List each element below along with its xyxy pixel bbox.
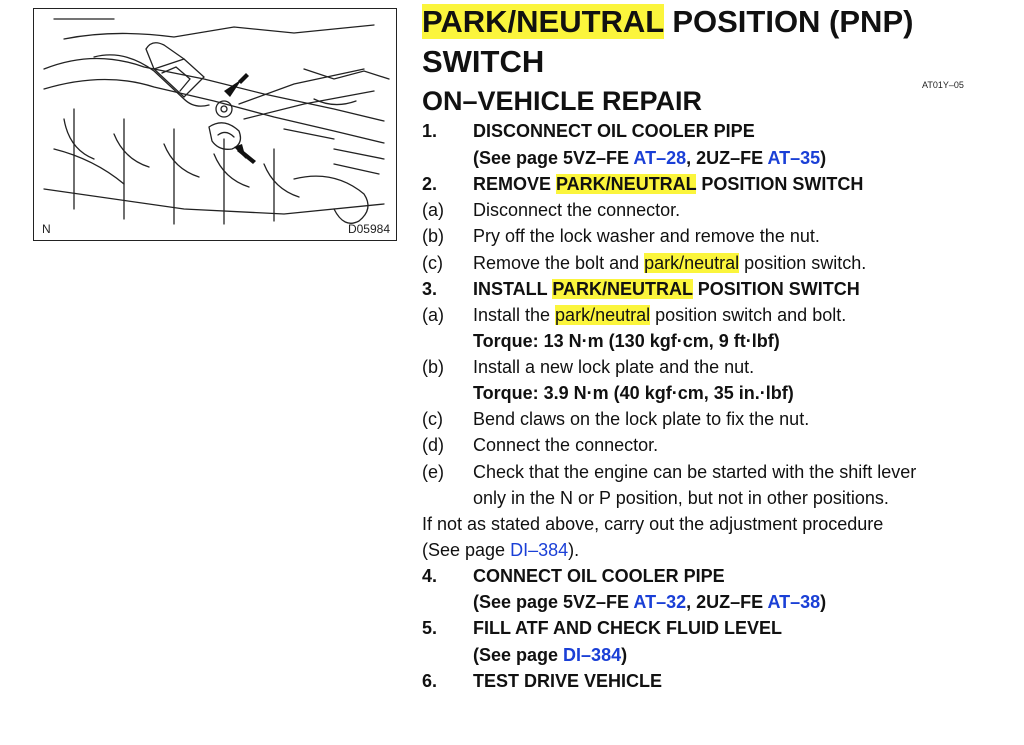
step-number: 4. [422, 566, 438, 586]
note-text: (See page [422, 540, 511, 560]
adjustment-note-reference [422, 537, 579, 563]
ref-link-at32[interactable]: AT–32 [633, 592, 687, 612]
note-text: ). [568, 540, 580, 560]
ref-text: ) [820, 148, 827, 168]
torque-text: Torque: 3.9 N·m (40 kgf·cm, 35 in.·lbf) [473, 383, 794, 403]
substep-text: Disconnect the connector. [473, 200, 681, 220]
step-title-highlight: PARK/NEUTRAL [556, 174, 697, 194]
substep-letter: (b) [422, 357, 444, 377]
substep-text: Install a new lock plate and the nut. [473, 357, 755, 377]
step-title: DISCONNECT OIL COOLER PIPE [473, 121, 755, 141]
switch-illustration [33, 8, 397, 241]
substep-letter: (b) [422, 226, 444, 246]
ref-link-at28[interactable]: AT–28 [633, 148, 687, 168]
step-title: FILL ATF AND CHECK FLUID LEVEL [473, 618, 782, 638]
ref-link-at38[interactable]: AT–38 [767, 592, 821, 612]
substep-highlight: park/neutral [644, 253, 740, 273]
step-number: 3. [422, 279, 438, 299]
ref-text: ) [820, 592, 827, 612]
substep-letter: (a) [422, 200, 444, 220]
page-title [422, 2, 913, 42]
ref-link-di384[interactable]: DI–384 [563, 645, 622, 665]
substep-text: Remove the bolt and [473, 253, 645, 273]
figure-corner-label: N [42, 222, 51, 236]
substep-text: Check that the engine can be started with the shift lever [473, 462, 917, 482]
substep-letter: (c) [422, 409, 443, 429]
ref-text: ) [621, 645, 628, 665]
substep-letter: (c) [422, 253, 443, 273]
step-title: POSITION SWITCH [692, 279, 860, 299]
step-title: CONNECT OIL COOLER PIPE [473, 566, 725, 586]
step-number: 1. [422, 121, 438, 141]
step-title-highlight: PARK/NEUTRAL [552, 279, 693, 299]
ref-text: (See page 5VZ–FE [473, 592, 634, 612]
substep-text: Pry off the lock washer and remove the nut. [473, 226, 820, 246]
ref-link-at35[interactable]: AT–35 [767, 148, 821, 168]
substep-text: position switch and bolt. [650, 305, 847, 325]
substep-letter: (d) [422, 435, 444, 455]
title-highlight: PARK/NEUTRAL [422, 4, 664, 39]
substep-highlight: park/neutral [555, 305, 651, 325]
transmission-drawing [34, 9, 396, 240]
torque-text: Torque: 13 N·m (130 kgf·cm, 9 ft·lbf) [473, 331, 780, 351]
ref-text: (See page [473, 645, 564, 665]
ref-text: (See page 5VZ–FE [473, 148, 634, 168]
substep-letter: (e) [422, 462, 444, 482]
step-number: 2. [422, 174, 438, 194]
substep-text: Bend claws on the lock plate to fix the nut. [473, 409, 810, 429]
step-title: INSTALL [473, 279, 553, 299]
step-title: REMOVE [473, 174, 557, 194]
note-text: If not as stated above, carry out the adjustment procedure [422, 514, 884, 534]
step-number: 6. [422, 671, 438, 691]
figure-code: D05984 [347, 222, 390, 236]
substep-text: Install the [473, 305, 556, 325]
substep-text: position switch. [739, 253, 867, 273]
section-title: ON–VEHICLE REPAIR [422, 86, 703, 116]
adjustment-note [422, 511, 883, 537]
title-rest: POSITION (PNP) [663, 4, 914, 39]
step-number: 5. [422, 618, 438, 638]
substep-letter: (a) [422, 305, 444, 325]
ref-text: , 2UZ–FE [686, 148, 768, 168]
ref-text: , 2UZ–FE [686, 592, 768, 612]
page-title-line2: SWITCH [422, 44, 545, 79]
ref-link-di384[interactable]: DI–384 [510, 540, 569, 560]
substep-text: only in the N or P position, but not in other positions. [473, 488, 889, 508]
substep-text: Connect the connector. [473, 435, 659, 455]
step-title: POSITION SWITCH [696, 174, 864, 194]
step-title: TEST DRIVE VEHICLE [473, 671, 663, 691]
document-id: AT01Y–05 [922, 80, 964, 90]
